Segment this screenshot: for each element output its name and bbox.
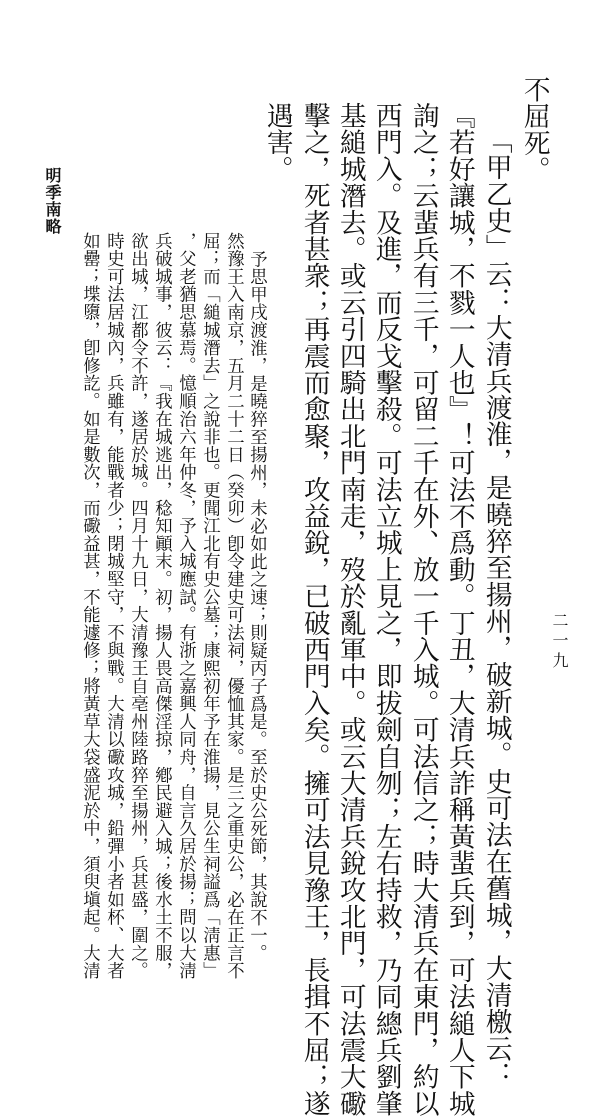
main-text-column-3: 『若好讓城，不戮一人也』！可法不爲動。丁丑，大清兵詐稱黃蜚兵到，可法縋人下城 — [443, 102, 475, 1117]
note-column-5: 兵破城事，彼云：『我在城逃出，稔知顚末。初，揚人畏高傑淫掠，鄕民避入城；後水土不服， — [151, 232, 172, 980]
main-text-column-2: 「甲乙史」云：大清兵渡淮，是曉猝至揚州，破新城。史可法在舊城，大清檄云： — [480, 127, 512, 1089]
main-text-column-8: 遇害。 — [261, 102, 293, 183]
note-column-2: 然豫王入南京，五月二十二日（癸卯）卽令建史可法祠，優恤其家。是三之重史公，必在正言不 — [223, 232, 244, 980]
note-column-3: 屈；而「縋城潛去」之說非也。更聞江北有史公墓；康熙初年予在淮揚，見公生祠謚爲「淸惠」 — [199, 232, 220, 980]
note-column-1: 予思甲戌渡淮，是曉猝至揚州，未必如此之速；則疑丙子爲是。至於史公死節，其說不一。 — [246, 250, 267, 962]
main-text-column-7: 擊之，死者甚衆；再震而愈聚，攻益銳，已破西門入矣。擁可法見豫王，長揖不屈；遂 — [298, 102, 330, 1117]
note-column-4: ，父老猶思慕焉。憶順治六年仲冬，予入城應試。有浙之嘉興人同舟，自言久居於揚；問以大淸 — [175, 232, 196, 980]
main-text-column-4: 詢之；云蜚兵有三千，可留二千在外、放一千入城。可法信之；時大清兵在東門，約以 — [407, 102, 439, 1117]
book-title: 明季南略 — [43, 167, 62, 235]
main-text-column-5: 西門入。及進，而反戈擊殺。可法立城上見之，即拔劍自刎；左右持救，乃同總兵劉肇 — [370, 102, 402, 1117]
note-column-7: 時史可法居城內，兵雖有，能戰者少；閉城堅守，不與戰。大清以礮攻城，鉛彈小者如杯、大者 — [103, 232, 124, 980]
note-column-6: 欲出城，江都令不許，遂居於城。四月十九日，大清豫王自亳州陸路猝至揚州，兵甚盛，圍之。 — [127, 232, 148, 980]
main-text-column-1: 不屈死。 — [518, 76, 550, 183]
main-text-column-6: 基縋城潛去。或云引四騎出北門南走，歿於亂軍中。或云大清兵銳攻北門，可法震大礮 — [334, 102, 366, 1117]
note-column-8: 如罍；堞隳，卽修訖。如是數次，而礮益甚，不能遽修；將黃草大袋盛泥於中，須臾塡起。大清 — [79, 232, 100, 980]
page-number: 二一九 — [550, 612, 569, 672]
